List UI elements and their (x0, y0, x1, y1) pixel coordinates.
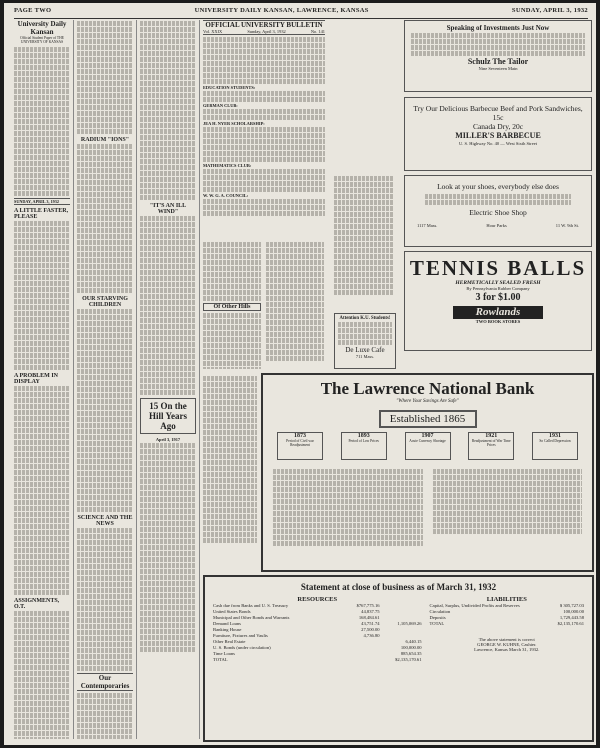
other-hills-heading: Of Other Hills (203, 303, 261, 311)
article-heading: OUR STARVING CHILDREN (82, 296, 128, 308)
bank-copy (263, 460, 592, 547)
news-column-a (203, 241, 261, 369)
bulletin-body (203, 37, 325, 84)
editorial-heading: A PROBLEM IN DISPLAY (14, 372, 59, 385)
statement-location-date: Lawrence, Kansas March 31, 1932. (474, 647, 540, 652)
article-body (77, 309, 133, 512)
column-rule (199, 20, 200, 739)
issue-date: SUNDAY, APRIL 3, 1932 (511, 7, 588, 14)
masthead-subtitle: Official Student Paper of THE UNIVERSITY OF KANSAS (20, 36, 64, 45)
cafe-name: De Luxe Cafe (345, 346, 385, 354)
cafe-headline: Attention K.U. Students! (339, 316, 391, 321)
editorial-date: SUNDAY, APRIL 3, 1932 (14, 198, 70, 205)
article-body (140, 216, 196, 395)
resources-heading: RESOURCES (297, 596, 338, 603)
millers-barbecue-ad (404, 97, 592, 171)
timeline-item (468, 432, 514, 460)
timeline-label: Period of Civil war Readjustment (286, 439, 314, 448)
masthead-title: University Daily Kansan (17, 20, 67, 36)
row-label: Cash due from Banks and U. S. Treasury (213, 603, 289, 608)
article-body (77, 144, 133, 293)
shoes-hours: Hour Parks (486, 223, 507, 228)
row-value (342, 657, 380, 663)
tennis-maker: By Pennsylvania Rubber Company (466, 286, 530, 291)
bank-timeline (263, 432, 592, 460)
tennis-price: 3 for $1.00 (475, 292, 521, 303)
column-rule (136, 20, 137, 739)
article-body (140, 443, 196, 652)
bulletin-no: No. 141 (310, 29, 325, 34)
page-header (14, 7, 588, 19)
timeline-item (532, 432, 578, 460)
de-luxe-cafe-ad (334, 313, 396, 369)
timeline-label: Acute Currency Shortage (409, 439, 446, 443)
row-label: Other Real Estate (213, 639, 246, 644)
row-total: 6,440.15 (405, 639, 422, 644)
article-body (77, 693, 133, 739)
row-label: Deposits (429, 615, 446, 620)
news-column-b (266, 241, 324, 369)
liabilities-heading: LIABILITIES (486, 596, 527, 603)
row-label: Furniture, Fixtures and Vaults (213, 633, 268, 638)
schulz-address: Nine Seventeen Main (478, 66, 518, 71)
statement-row (430, 621, 584, 627)
bbq-offer: Try Our Delicious Barbecue Beef and Pork Sandwiches, 15c (413, 104, 583, 122)
editorial-column-2 (77, 20, 133, 739)
timeline-year: 1907 (421, 433, 434, 439)
row-label: United States Bonds (213, 609, 251, 614)
paper-name: UNIVERSITY DAILY KANSAN, LAWRENCE, KANSAS (194, 7, 369, 14)
row-label: U. S. Bonds (under circulation) (213, 645, 271, 650)
certification-line: The above statement is correct (478, 637, 535, 642)
timeline-label: Readjustment of War Time Prices (471, 439, 511, 448)
shoes-address-2: 11 W. 9th St. (555, 223, 579, 228)
bbq-address: U. S. Highway No. 40 — West Sixth Street (459, 141, 537, 146)
newspaper-page (4, 3, 596, 745)
timeline-year: 1893 (357, 433, 370, 439)
column-rule (73, 20, 74, 739)
rowlands-logo: Rowlands (453, 306, 543, 319)
schulz-name: Schulz The Tailor (467, 57, 529, 66)
bank-statement (203, 575, 594, 742)
row-value: 100,000.00 (563, 609, 584, 614)
timeline-label: Period of Low Prices (348, 439, 379, 443)
article-heading: SCIENCE AND THE NEWS (77, 515, 133, 527)
rowlands-tagline: TWO BOOK STORES (475, 319, 521, 324)
established-badge: Established 1865 (379, 410, 477, 428)
row-value: $2,135,170.61 (557, 621, 584, 626)
cafe-address: 711 Mass. (355, 354, 375, 359)
tennis-subheading: HERMETICALLY SEALED FRESH (455, 280, 541, 286)
row-label: Time Loans (213, 651, 235, 656)
bbq-name: MILLER'S BARBECUE (455, 131, 541, 140)
news-column-c (334, 175, 394, 307)
row-total: 1,105,069.26 (397, 621, 422, 626)
row-label: Capital, Surplus, Undivided Profits and Reserves (429, 603, 520, 608)
article-body (77, 21, 133, 134)
row-value: 1,729,443.58 (559, 615, 584, 620)
bulletin-title: OFFICIAL UNIVERSITY BULLETIN (203, 20, 325, 29)
row-total: $2,135,170.61 (395, 657, 422, 662)
row-value: 43,751.74 (361, 621, 380, 626)
row-label: Demand Loans (213, 621, 241, 626)
electric-shoe-shop-ad (404, 175, 592, 247)
bulletin-item: EDUCATION STUDENTS: (203, 85, 256, 90)
fifteen-years-title: 15 On the Hill Years Ago (149, 401, 187, 431)
timeline-year: 1873 (294, 433, 306, 439)
row-total: 100,000.00 (400, 645, 422, 650)
schulz-tailor-ad (404, 20, 592, 92)
fifteen-years-date: April 3, 1917 (155, 437, 181, 442)
timeline-item (405, 432, 451, 460)
bulletin-item: GERMAN CLUB: (203, 103, 238, 108)
resources-table (213, 596, 422, 663)
editorial-heading: A LITTLE FASTER, PLEASE (14, 207, 69, 220)
row-value: $767,775.16 (356, 603, 380, 608)
editorial-heading: ASSIGNMENTS, O.T. (14, 597, 60, 610)
editorial-body (14, 611, 70, 739)
statement-title: Statement at close of business as of March 31, 1932 (300, 582, 497, 592)
invest-heading: Speaking of Investments Just Now (446, 24, 550, 32)
bulletin-vol: Vol. XXIX (203, 29, 223, 34)
article-heading: RADIUM "IONS" (80, 137, 130, 143)
official-bulletin (203, 20, 325, 238)
timeline-year: 1931 (549, 433, 561, 439)
contemporaries-heading: Our Contemporaries (77, 673, 133, 691)
timeline-item (341, 432, 387, 460)
page-number: PAGE TWO (14, 7, 52, 14)
statement-row (213, 657, 422, 663)
bulletin-item: JEA H. NYER SCHOLARSHIP: (203, 121, 265, 126)
timeline-label: So Called Depression (539, 439, 571, 443)
row-label: Banking House (213, 627, 242, 632)
staff-list (14, 47, 70, 196)
row-value: 168,484.61 (358, 615, 380, 620)
tennis-balls-ad (404, 251, 592, 351)
bulletin-date: Sunday, April 3, 1932 (247, 29, 286, 34)
shoes-headline: Look at your shoes, everybody else does (437, 182, 559, 191)
editorial-column-3 (140, 20, 196, 739)
row-value: 44,837.75 (361, 609, 380, 614)
bulletin-item: MATHEMATICS CLUB: (203, 163, 252, 168)
row-value: $ 305,727.03 (559, 603, 584, 608)
row-value: 4,736.80 (363, 633, 380, 638)
article-heading: "IT'S AN ILL WIND" (149, 203, 187, 215)
bank-title: The Lawrence National Bank (320, 379, 535, 398)
news-column-d (203, 375, 257, 575)
row-total: 885,654.35 (400, 651, 422, 656)
lawrence-national-bank-ad (261, 373, 594, 572)
bbq-canada-dry: Canada Dry, 20c (472, 122, 524, 131)
bulletin-item: W. W. G. A. COUNCIL: (203, 193, 249, 198)
timeline-item (277, 432, 323, 460)
row-label: TOTAL (429, 621, 445, 626)
shoes-name: Electric Shoe Shop (469, 208, 527, 217)
cashier-name: GEORGE W. KUHNE, Cashier. (477, 642, 537, 647)
row-label: Municipal and Other Bonds and Warrants (213, 615, 290, 620)
row-label: Circulation (429, 609, 451, 614)
tennis-heading: TENNIS BALLS (409, 256, 587, 280)
shoes-address-1: 1117 Mass. (417, 223, 438, 228)
row-label: TOTAL (213, 657, 228, 662)
liabilities-table (430, 596, 584, 663)
editorial-column-1 (14, 20, 70, 739)
row-value: 27,500.00 (361, 627, 380, 632)
editorial-body (14, 386, 70, 595)
timeline-year: 1921 (485, 433, 498, 439)
article-body (77, 528, 133, 671)
editorial-body (14, 221, 70, 370)
bank-tagline: "Where Your Savings Are Safe" (396, 399, 459, 404)
article-body (140, 21, 196, 200)
fifteen-years-ago-box (140, 398, 196, 434)
